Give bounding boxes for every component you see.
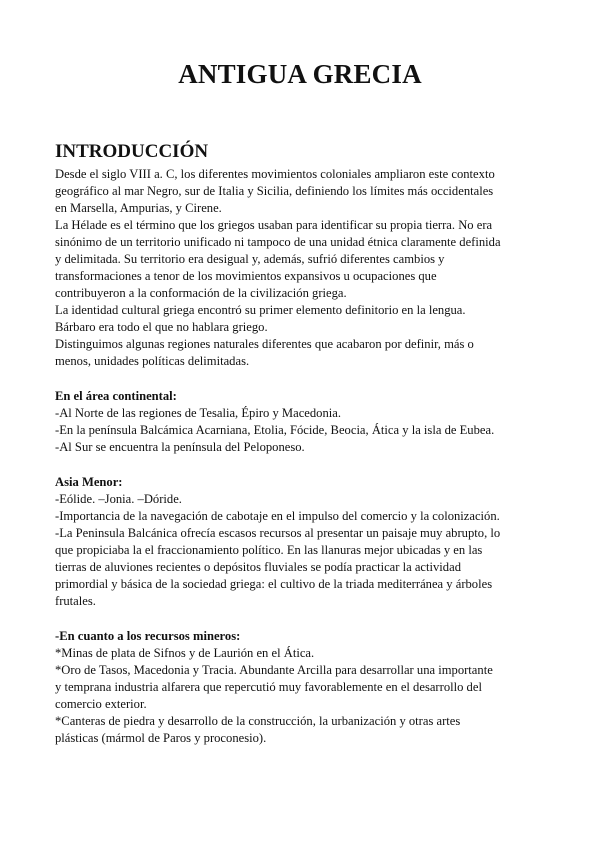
document-body [55, 140, 555, 747]
text-line: geográfico al mar Negro, sur de Italia y Sicilia, definiendo los límites más occidentales [55, 184, 494, 198]
text-line: contribuyeron a la conformación de la civilización griega. [55, 286, 347, 300]
list-item: -En la península Balcámica Acarniana, Etolia, Fócide, Beocia, Ática y la isla de Eubea. [55, 423, 495, 437]
text-line: La Hélade es el término que los griegos usaban para identificar su propia tierra. No era [55, 218, 493, 232]
subheading-continental: En el área continental: [55, 389, 177, 403]
text-line: menos, unidades políticas delimitadas. [55, 354, 250, 368]
text-line: y temprana industria alfarera que repercutió muy favorablemente en el desarrollo del [55, 680, 482, 694]
subheading-recursos-mineros: -En cuanto a los recursos mineros: [55, 629, 241, 643]
list-item: -Eólide. –Jonia. –Dóride. [55, 492, 182, 506]
spacer [55, 456, 555, 474]
text-line: *Oro de Tasos, Macedonia y Tracia. Abundante Arcilla para desarrollar una importante [55, 663, 493, 677]
paragraph-peninsula [55, 525, 555, 610]
paragraph-colonial-expansion [55, 166, 555, 217]
paragraph-identity [55, 302, 555, 336]
list-item: -Importancia de la navegación de cabotaje en el impulso del comercio y la colonización. [55, 509, 500, 523]
paragraph-canteras [55, 713, 555, 747]
text-line: sinónimo de un territorio unificado ni tampoco de una unidad étnica claramente definida [55, 235, 501, 249]
spacer [55, 610, 555, 628]
paragraph-oro [55, 662, 555, 713]
spacer [55, 370, 555, 388]
text-line: Bárbaro era todo el que no hablara griego. [55, 320, 268, 334]
list-item: -Al Sur se encuentra la península del Peloponeso. [55, 440, 305, 454]
section-heading-introduccion: INTRODUCCIÓN [55, 141, 209, 162]
text-line: y delimitada. Su territorio era desigual y, además, sufrió diferentes cambios y [55, 252, 445, 266]
text-line: tierras de aluviones recientes o depósitos fluviales se podía practicar la actividad [55, 560, 461, 574]
text-line: comercio exterior. [55, 697, 147, 711]
list-item: *Minas de plata de Sifnos y de Laurión en el Ática. [55, 646, 315, 660]
text-line: frutales. [55, 594, 96, 608]
text-line: *Canteras de piedra y desarrollo de la construcción, la urbanización y otras artes [55, 714, 461, 728]
text-line: La identidad cultural griega encontró su primer elemento definitorio en la lengua. [55, 303, 466, 317]
text-line: Desde el siglo VIII a. C, los diferentes movimientos coloniales ampliaron este contexto [55, 167, 495, 181]
text-line: en Marsella, Ampurias, y Cirene. [55, 201, 222, 215]
text-line: que propiciaba la el fraccionamiento político. En las llanuras mejor ubicadas y en las [55, 543, 483, 557]
paragraph-regions [55, 336, 555, 370]
page-title: ANTIGUA GRECIA [178, 59, 422, 89]
text-line: primordial y básica de la sociedad griega: el cultivo de la triada mediterránea y árboles [55, 577, 493, 591]
list-item: -Al Norte de las regiones de Tesalia, Épiro y Macedonia. [55, 406, 341, 420]
text-line: Distinguimos algunas regiones naturales diferentes que acabaron por definir, más o [55, 337, 474, 351]
text-line: -La Peninsula Balcánica ofrecía escasos recursos al presentar un paisaje muy abrupto, lo [55, 526, 501, 540]
paragraph-helade [55, 217, 555, 302]
text-line: plásticas (mármol de Paros y proconesio). [55, 731, 267, 745]
text-line: transformaciones a tenor de los movimientos expansivos u ocupaciones que [55, 269, 437, 283]
subheading-asia-menor: Asia Menor: [55, 475, 123, 489]
